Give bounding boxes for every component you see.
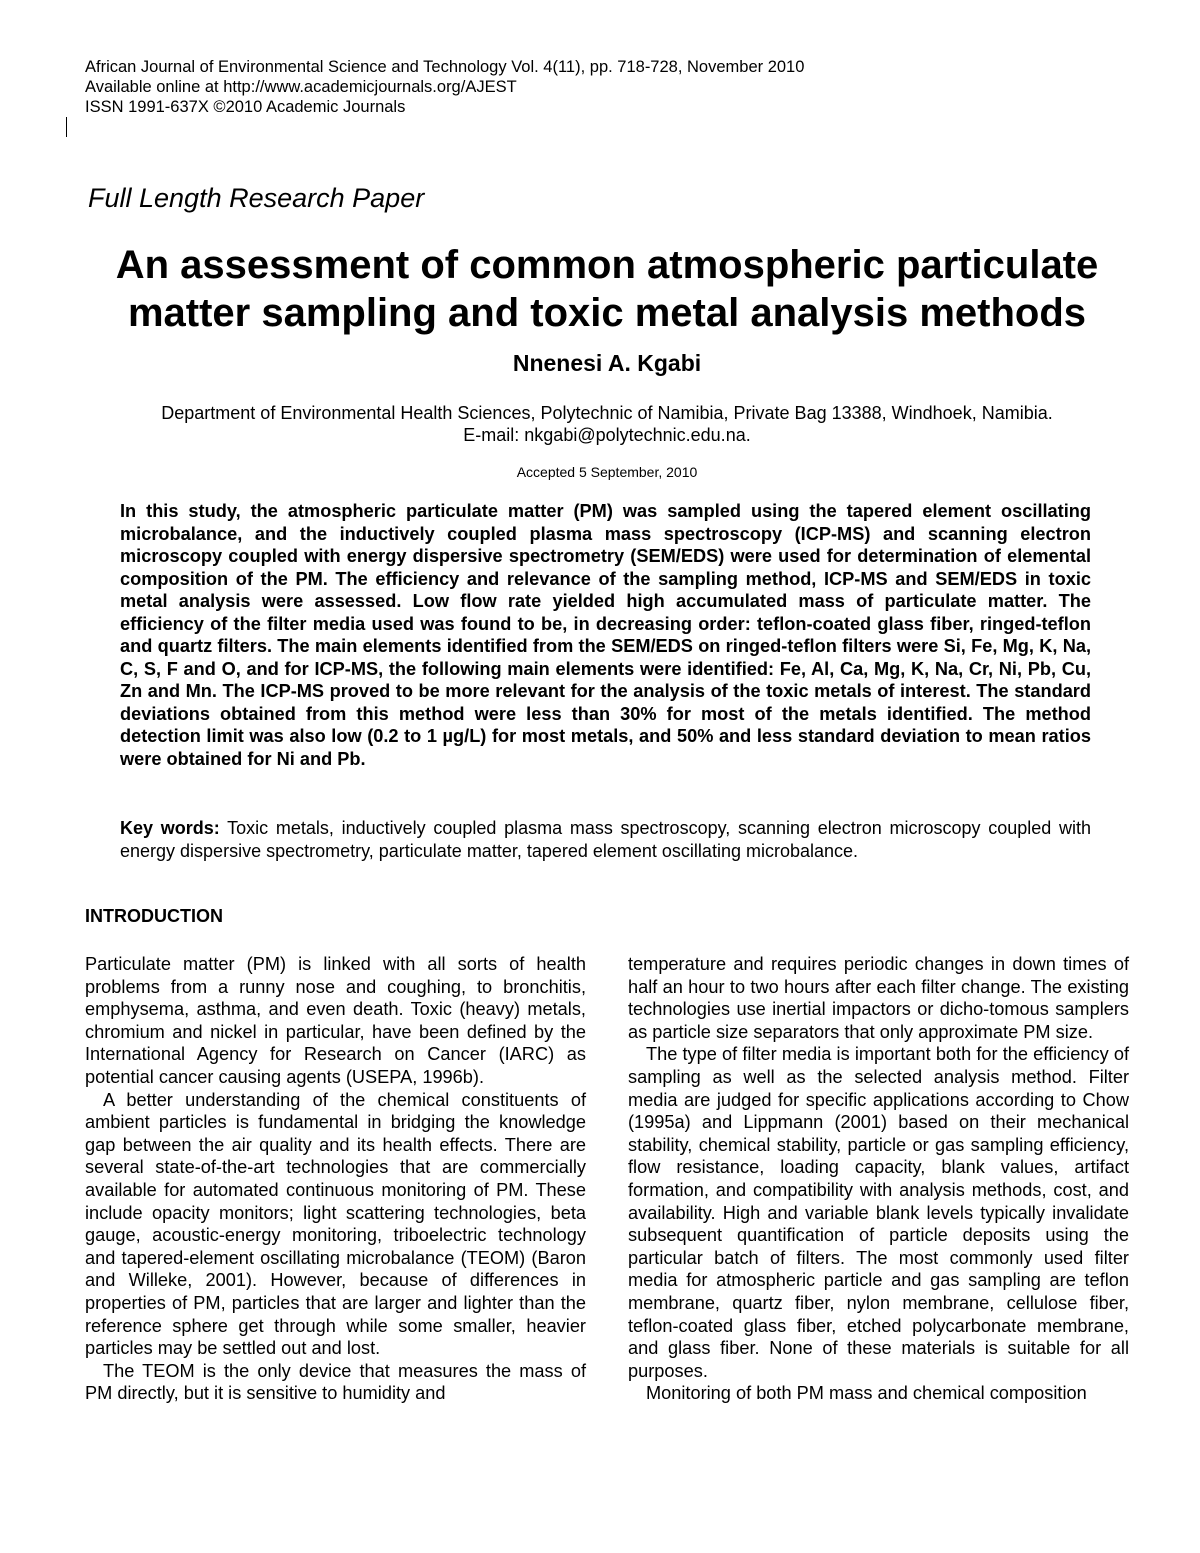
title-line-1: An assessment of common atmospheric particulate xyxy=(115,243,1099,287)
journal-issn: ISSN 1991-637X ©2010 Academic Journals xyxy=(85,98,406,116)
paragraph: temperature and requires periodic changes in down times of half an hour to two hours after each filter change. The existing technologies use inertial impactors or dicho-tomous samplers as particle size separators that only approximate PM size. xyxy=(628,954,1129,1042)
keywords-label: Key words: xyxy=(120,818,220,838)
affiliation-department: Department of Environmental Health Sciences, Polytechnic of Namibia, Private Bag 13388, Windhoek, Namibia. xyxy=(161,403,1053,423)
title-line-2: matter sampling and toxic metal analysis methods xyxy=(127,291,1087,335)
journal-header xyxy=(85,57,804,117)
paragraph: Particulate matter (PM) is linked with all sorts of health problems from a runny nose and coughing, to bronchitis, emphysema, asthma, and even death. Toxic (heavy) metals, chromium and nickel in particular, have been defined by the International Agency for Research on Cancer (IARC) as potential cancer causing agents (USEPA, 1996b). xyxy=(85,954,586,1087)
affiliation xyxy=(60,402,1154,446)
margin-mark xyxy=(66,117,67,137)
keywords-text: Toxic metals, inductively coupled plasma mass spectroscopy, scanning electron microscopy coupled with energy dispersive spectrometry, particulate matter, tapered element oscillating microbalance. xyxy=(120,818,1091,861)
journal-citation: African Journal of Environmental Science and Technology Vol. 4(11), pp. 718-728, November 2010 xyxy=(85,58,805,76)
keywords xyxy=(120,817,1091,862)
paper-type: Full Length Research Paper xyxy=(88,183,425,213)
paragraph: The type of filter media is important both for the efficiency of sampling as well as the selected analysis method. Filter media are judged for specific applications according to Chow (1995a) and Lippmann (2001) based on their mechanical stability, chemical stability, particle or gas sampling efficiency, flow resistance, loading capacity, blank values, artifact formation, and compatibility with analysis methods, cost, and availability. High and variable blank levels typically invalidate subsequent quantification of particle deposits using the particular batch of filters. The most commonly used filter media for atmospheric particle and gas sampling are teflon membrane, quartz fiber, nylon membrane, cellulose fiber, teflon-coated glass fiber, etched polycarbonate membrane, and glass fiber. None of these materials is suitable for all purposes. xyxy=(628,1044,1129,1381)
paper-title xyxy=(60,241,1154,337)
section-title-introduction: INTRODUCTION xyxy=(85,906,223,926)
paragraph: Monitoring of both PM mass and chemical composition xyxy=(646,1383,1087,1404)
right-column xyxy=(628,953,1129,1405)
accepted-date: Accepted 5 September, 2010 xyxy=(516,464,698,480)
author-name: Nnenesi A. Kgabi xyxy=(512,350,702,376)
paragraph: A better understanding of the chemical constituents of ambient particles is fundamental in bridging the knowledge gap between the air quality and its health effects. There are several state-of-the-art technologies that are commercially available for automated continuous monitoring of PM. These include opacity monitors; light scattering technologies, beta gauge, acoustic-energy monitoring, triboelectric technology and tapered-element oscillating microbalance (TEOM) (Baron and Willeke, 2001). However, because of differences in properties of PM, particles that are larger and lighter than the reference sphere get through while some smaller, heavier particles may be settled out and lost. xyxy=(85,1089,586,1359)
affiliation-email: E-mail: nkgabi@polytechnic.edu.na. xyxy=(463,425,751,445)
left-column xyxy=(85,953,586,1405)
abstract: In this study, the atmospheric particulate matter (PM) was sampled using the tapered element oscillating microbalance, and the inductively coupled plasma mass spectroscopy (ICP-MS) and scanning electron microscopy coupled with energy dispersive spectrometry (SEM/EDS) were used for determination of elemental composition of the PM. The efficiency and relevance of the sampling method, ICP-MS and SEM/EDS in toxic metal analysis were assessed. Low flow rate yielded high accumulated mass of particulate matter. The efficiency of the filter media used was found to be, in decreasing order: teflon-coated glass fiber, ringed-teflon and quartz filters. The main elements identified from the SEM/EDS on ringed-teflon filters were Si, Fe, Mg, K, Na, C, S, F and O, and for ICP-MS, the following main elements were identified: Fe, Al, Ca, Mg, K, Na, Cr, Ni, Pb, Cu, Zn and Mn. The ICP-MS proved to be more relevant for the analysis of the toxic metals of interest. The standard deviations obtained from this method were less than 30% for most of the metals identified. The method detection limit was also low (0.2 to 1 µg/L) for most metals, and 50% and less standard deviation to mean ratios were obtained for Ni and Pb. xyxy=(120,501,1091,769)
paragraph: The TEOM is the only device that measures the mass of PM directly, but it is sensitive to humidity and xyxy=(85,1360,586,1404)
journal-url: Available online at http://www.academicjournals.org/AJEST xyxy=(85,78,517,96)
